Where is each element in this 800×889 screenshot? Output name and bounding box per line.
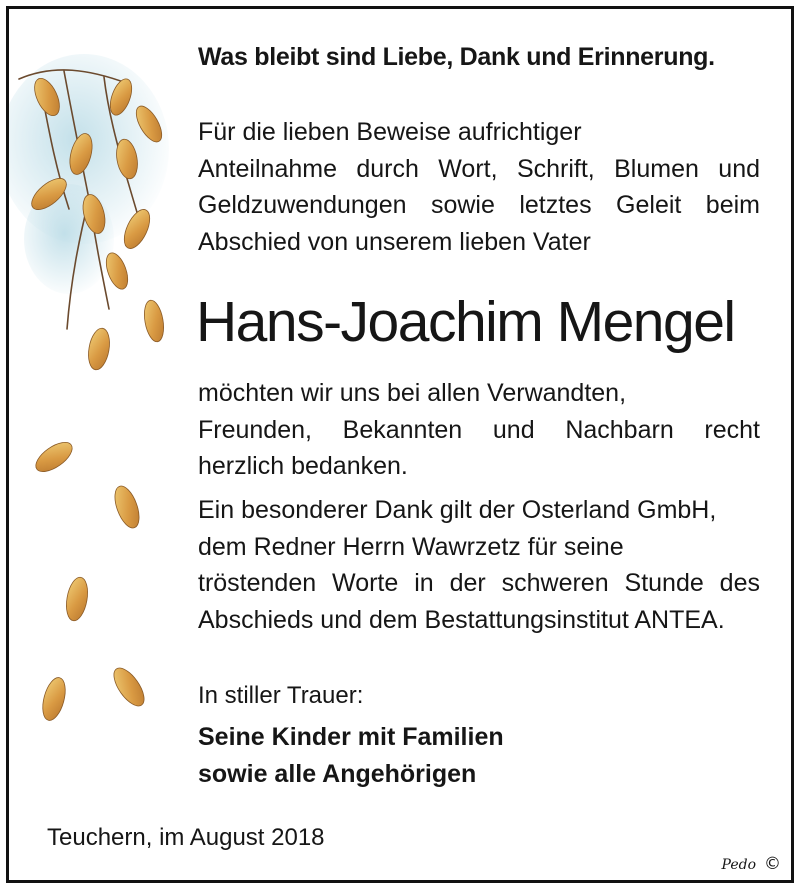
- designer-credit: [722, 854, 781, 874]
- special-thanks-paragraph: [198, 492, 760, 638]
- headline: Was bleibt sind Liebe, Dank und Erinnerung.: [198, 43, 715, 71]
- autumn-leaves-illustration: [9, 9, 199, 769]
- intro-line: Geldzuwendungen sowie letztes Geleit beim: [198, 191, 760, 219]
- leaf-shape: [108, 663, 150, 711]
- thanks-line: herzlich bedanken.: [198, 452, 408, 480]
- credit-signature: Pedo: [721, 857, 756, 873]
- special-line: dem Redner Herrn Wawrzetz für seine: [198, 532, 624, 561]
- intro-line: Für die lieben Beweise aufrichtiger: [198, 118, 582, 146]
- obituary-notice: [6, 6, 794, 883]
- thanks-line: Freunden, Bekannten und Nachbarn recht: [198, 415, 760, 444]
- deceased-name: Hans-Joachim Mengel: [196, 290, 735, 354]
- intro-line: Anteilnahme durch Wort, Schrift, Blumen und: [198, 154, 760, 183]
- falling-leaves: [31, 437, 150, 723]
- thanks-paragraph: [198, 375, 760, 485]
- leaf-shape: [39, 675, 70, 723]
- leaf-shape: [63, 576, 90, 623]
- leaf-shape: [31, 437, 77, 477]
- place-date: Teuchern, im August 2018: [47, 824, 325, 851]
- special-line: Ein besonderer Dank gilt der Osterland GmbH,: [198, 496, 717, 524]
- leaf-shape: [110, 483, 144, 531]
- mourning-phrase: In stiller Trauer:: [198, 682, 364, 709]
- signers-block: [198, 719, 504, 793]
- leaf-shape: [86, 327, 113, 372]
- thanks-line: möchten wir uns bei allen Verwandten,: [198, 379, 627, 407]
- signer-line: sowie alle Angehörigen: [198, 760, 477, 788]
- special-line: tröstenden Worte in der schweren Stunde des: [198, 569, 760, 597]
- special-line: Abschieds und dem Bestattungsinstitut ANTEA.: [198, 605, 725, 634]
- copyright-icon: ©: [764, 854, 781, 874]
- intro-line: Abschied von unserem lieben Vater: [198, 227, 591, 256]
- leaf-shape: [141, 299, 166, 343]
- signer-line: Seine Kinder mit Familien: [198, 723, 504, 751]
- intro-paragraph: [198, 114, 760, 260]
